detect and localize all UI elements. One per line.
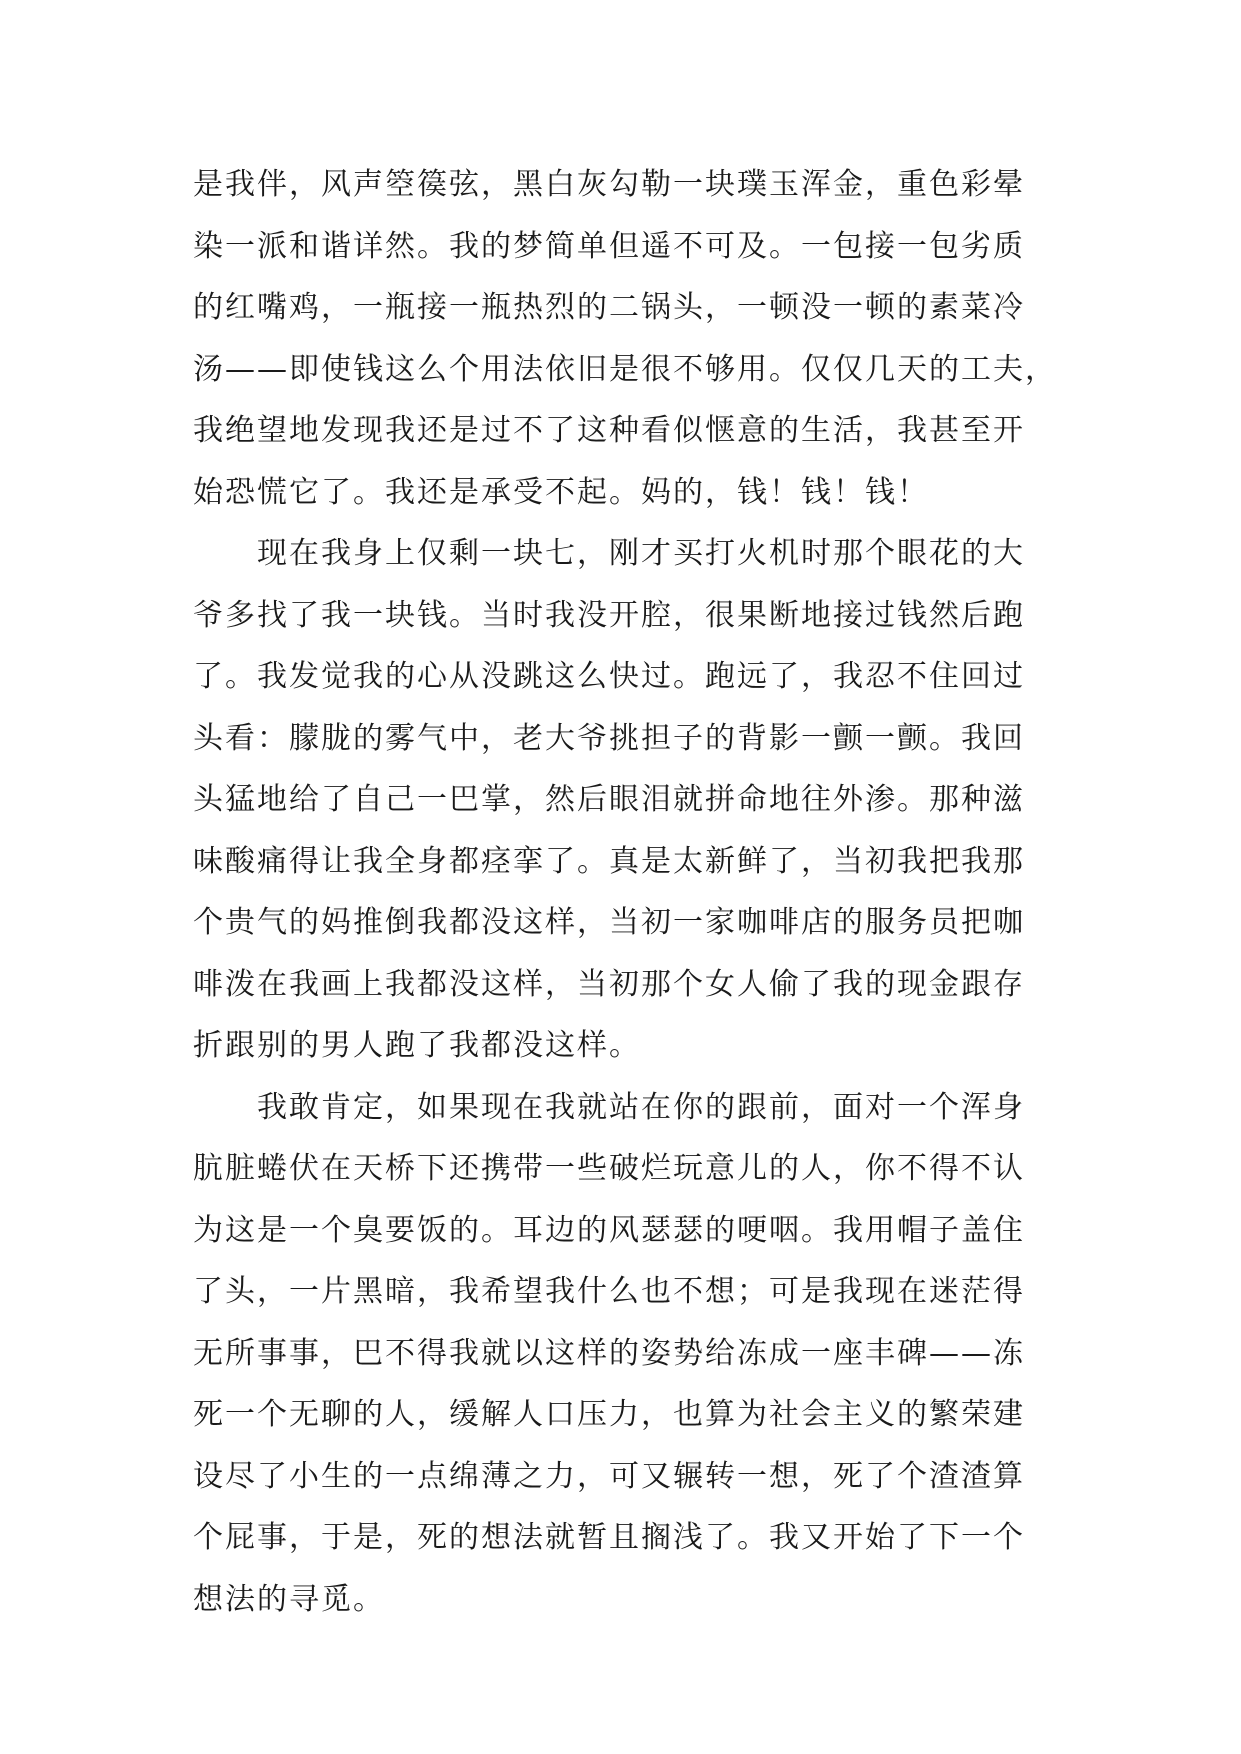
text-line: 是我伴，风声箜篌弦，黑白灰勾勒一块璞玉浑金，重色彩晕 (193, 167, 1025, 202)
text-line: 始恐慌它了。我还是承受不起。妈的，钱！钱！钱！ (193, 474, 929, 510)
text-line: 啡泼在我画上我都没这样，当初那个女人偷了我的现金跟存 (193, 966, 1025, 1002)
body-text (193, 154, 1057, 1630)
text-line: 为这是一个臭要饭的。耳边的风瑟瑟的哽咽。我用帽子盖住 (193, 1212, 1025, 1248)
text-line: 想法的寻觅。 (193, 1581, 385, 1617)
text-line: 头看：朦胧的雾气中，老大爷挑担子的背影一颤一颤。我回 (193, 720, 1025, 756)
text-line: 设尽了小生的一点绵薄之力，可又辗转一想，死了个渣渣算 (193, 1458, 1025, 1494)
text-line: 个贵气的妈推倒我都没这样，当初一家咖啡店的服务员把咖 (193, 905, 1025, 940)
paragraph-1 (193, 154, 1057, 523)
paragraph-3 (193, 1077, 1053, 1631)
text-line: 了。我发觉我的心从没跳这么快过。跑远了，我忍不住回过 (193, 659, 1025, 694)
text-line: 的红嘴鸡，一瓶接一瓶热烈的二锅头，一顿没一顿的素菜冷 (193, 290, 1025, 325)
text-line: 味酸痛得让我全身都痉挛了。真是太新鲜了，当初我把我那 (193, 843, 1025, 879)
text-line: 现在我身上仅剩一块七，刚才买打火机时那个眼花的大 (257, 536, 1025, 571)
text-line: 无所事事，巴不得我就以这样的姿势给冻成一座丰碑——冻 (193, 1335, 1025, 1371)
text-line: 折跟别的男人跑了我都没这样。 (193, 1028, 641, 1063)
text-line: 爷多找了我一块钱。当时我没开腔，很果断地接过钱然后跑 (193, 597, 1025, 633)
text-line: 了头，一片黑暗，我希望我什么也不想；可是我现在迷茫得 (193, 1274, 1025, 1309)
text-line: 头猛地给了自己一巴掌，然后眼泪就拼命地往外渗。那种滋 (193, 782, 1025, 817)
text-line: 染一派和谐详然。我的梦简单但遥不可及。一包接一包劣质 (193, 228, 1025, 264)
text-line: 我敢肯定，如果现在我就站在你的跟前，面对一个浑身 (257, 1089, 1025, 1125)
text-line: 我绝望地发现我还是过不了这种看似惬意的生活，我甚至开 (193, 413, 1025, 448)
text-line: 汤——即使钱这么个用法依旧是很不够用。仅仅几天的工夫， (193, 351, 1057, 387)
text-line: 死一个无聊的人，缓解人口压力，也算为社会主义的繁荣建 (193, 1397, 1025, 1432)
paragraph-2 (193, 523, 1053, 1077)
text-line: 个屁事，于是，死的想法就暂且搁浅了。我又开始了下一个 (193, 1520, 1025, 1555)
text-line: 肮脏蜷伏在天桥下还携带一些破烂玩意儿的人，你不得不认 (193, 1151, 1025, 1186)
